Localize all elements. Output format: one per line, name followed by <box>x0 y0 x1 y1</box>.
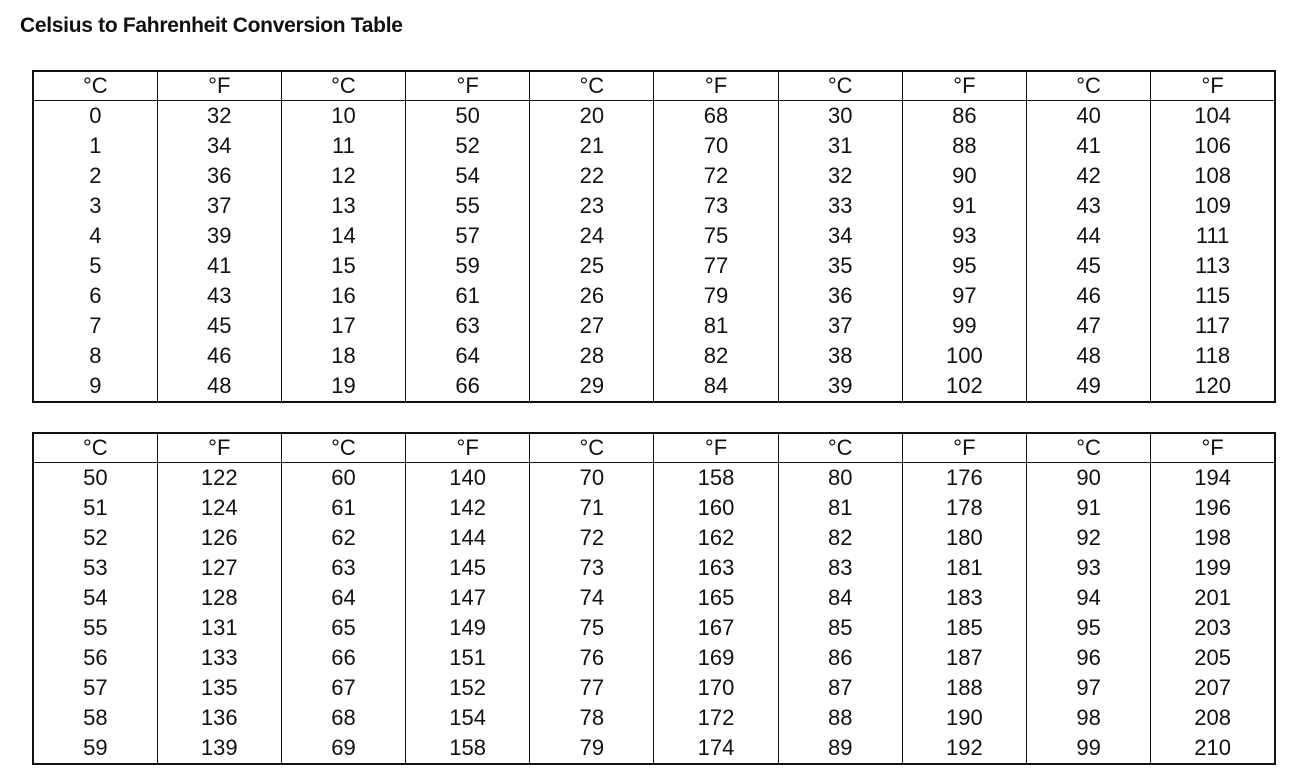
celsius-cell: 38 <box>778 341 902 371</box>
fahrenheit-cell: 97 <box>902 281 1026 311</box>
table-row <box>33 643 1275 673</box>
fahrenheit-cell: 63 <box>406 311 530 341</box>
fahrenheit-cell: 133 <box>157 643 281 673</box>
fahrenheit-cell: 36 <box>157 161 281 191</box>
fahrenheit-cell: 93 <box>902 221 1026 251</box>
fahrenheit-cell: 54 <box>406 161 530 191</box>
celsius-cell: 65 <box>281 613 405 643</box>
fahrenheit-cell: 192 <box>902 733 1026 764</box>
fahrenheit-cell: 104 <box>1151 101 1275 132</box>
fahrenheit-cell: 81 <box>654 311 778 341</box>
fahrenheit-cell: 43 <box>157 281 281 311</box>
header-celsius: °C <box>530 433 654 463</box>
fahrenheit-cell: 84 <box>654 371 778 402</box>
fahrenheit-cell: 190 <box>902 703 1026 733</box>
fahrenheit-cell: 203 <box>1151 613 1275 643</box>
celsius-cell: 76 <box>530 643 654 673</box>
fahrenheit-cell: 210 <box>1151 733 1275 764</box>
celsius-cell: 85 <box>778 613 902 643</box>
celsius-cell: 34 <box>778 221 902 251</box>
table-row <box>33 341 1275 371</box>
fahrenheit-cell: 88 <box>902 131 1026 161</box>
celsius-cell: 45 <box>1027 251 1151 281</box>
fahrenheit-cell: 75 <box>654 221 778 251</box>
celsius-cell: 32 <box>778 161 902 191</box>
table-row <box>33 311 1275 341</box>
fahrenheit-cell: 68 <box>654 101 778 132</box>
celsius-cell: 55 <box>33 613 157 643</box>
fahrenheit-cell: 158 <box>406 733 530 764</box>
celsius-cell: 49 <box>1027 371 1151 402</box>
header-celsius: °C <box>1027 71 1151 101</box>
celsius-cell: 10 <box>281 101 405 132</box>
celsius-cell: 80 <box>778 463 902 494</box>
header-celsius: °C <box>281 71 405 101</box>
fahrenheit-cell: 185 <box>902 613 1026 643</box>
fahrenheit-cell: 139 <box>157 733 281 764</box>
celsius-cell: 97 <box>1027 673 1151 703</box>
table-row <box>33 221 1275 251</box>
celsius-cell: 73 <box>530 553 654 583</box>
fahrenheit-cell: 108 <box>1151 161 1275 191</box>
celsius-cell: 98 <box>1027 703 1151 733</box>
fahrenheit-cell: 145 <box>406 553 530 583</box>
fahrenheit-cell: 135 <box>157 673 281 703</box>
fahrenheit-cell: 128 <box>157 583 281 613</box>
fahrenheit-cell: 95 <box>902 251 1026 281</box>
table-row <box>33 733 1275 764</box>
header-fahrenheit: °F <box>1151 433 1275 463</box>
table-row <box>33 523 1275 553</box>
celsius-cell: 8 <box>33 341 157 371</box>
fahrenheit-cell: 73 <box>654 191 778 221</box>
celsius-cell: 95 <box>1027 613 1151 643</box>
celsius-cell: 89 <box>778 733 902 764</box>
header-fahrenheit: °F <box>654 71 778 101</box>
header-celsius: °C <box>1027 433 1151 463</box>
fahrenheit-cell: 151 <box>406 643 530 673</box>
header-fahrenheit: °F <box>1151 71 1275 101</box>
celsius-cell: 21 <box>530 131 654 161</box>
celsius-cell: 22 <box>530 161 654 191</box>
header-celsius: °C <box>281 433 405 463</box>
celsius-cell: 37 <box>778 311 902 341</box>
celsius-cell: 70 <box>530 463 654 494</box>
table-row <box>33 613 1275 643</box>
table-row <box>33 371 1275 402</box>
header-fahrenheit: °F <box>654 433 778 463</box>
fahrenheit-cell: 176 <box>902 463 1026 494</box>
celsius-cell: 53 <box>33 553 157 583</box>
celsius-cell: 66 <box>281 643 405 673</box>
fahrenheit-cell: 188 <box>902 673 1026 703</box>
fahrenheit-cell: 165 <box>654 583 778 613</box>
fahrenheit-cell: 120 <box>1151 371 1275 402</box>
celsius-cell: 46 <box>1027 281 1151 311</box>
celsius-cell: 88 <box>778 703 902 733</box>
fahrenheit-cell: 90 <box>902 161 1026 191</box>
celsius-cell: 41 <box>1027 131 1151 161</box>
celsius-cell: 56 <box>33 643 157 673</box>
fahrenheit-cell: 55 <box>406 191 530 221</box>
fahrenheit-cell: 183 <box>902 583 1026 613</box>
celsius-cell: 86 <box>778 643 902 673</box>
header-celsius: °C <box>33 433 157 463</box>
fahrenheit-cell: 79 <box>654 281 778 311</box>
fahrenheit-cell: 77 <box>654 251 778 281</box>
fahrenheit-cell: 196 <box>1151 493 1275 523</box>
fahrenheit-cell: 117 <box>1151 311 1275 341</box>
celsius-cell: 28 <box>530 341 654 371</box>
table-row <box>33 161 1275 191</box>
fahrenheit-cell: 127 <box>157 553 281 583</box>
celsius-cell: 1 <box>33 131 157 161</box>
table-row <box>33 281 1275 311</box>
header-fahrenheit: °F <box>406 71 530 101</box>
fahrenheit-cell: 113 <box>1151 251 1275 281</box>
celsius-cell: 0 <box>33 101 157 132</box>
celsius-cell: 24 <box>530 221 654 251</box>
fahrenheit-cell: 66 <box>406 371 530 402</box>
page-title: Celsius to Fahrenheit Conversion Table <box>20 14 403 37</box>
header-fahrenheit: °F <box>902 71 1026 101</box>
fahrenheit-cell: 140 <box>406 463 530 494</box>
celsius-cell: 16 <box>281 281 405 311</box>
fahrenheit-cell: 167 <box>654 613 778 643</box>
header-row <box>33 71 1275 101</box>
celsius-cell: 5 <box>33 251 157 281</box>
celsius-cell: 31 <box>778 131 902 161</box>
celsius-cell: 33 <box>778 191 902 221</box>
celsius-cell: 58 <box>33 703 157 733</box>
fahrenheit-cell: 149 <box>406 613 530 643</box>
header-celsius: °C <box>778 71 902 101</box>
celsius-cell: 48 <box>1027 341 1151 371</box>
table-row <box>33 493 1275 523</box>
celsius-cell: 7 <box>33 311 157 341</box>
fahrenheit-cell: 142 <box>406 493 530 523</box>
celsius-cell: 62 <box>281 523 405 553</box>
celsius-cell: 52 <box>33 523 157 553</box>
celsius-cell: 40 <box>1027 101 1151 132</box>
celsius-cell: 50 <box>33 463 157 494</box>
celsius-cell: 11 <box>281 131 405 161</box>
header-celsius: °C <box>530 71 654 101</box>
celsius-cell: 67 <box>281 673 405 703</box>
celsius-cell: 6 <box>33 281 157 311</box>
fahrenheit-cell: 208 <box>1151 703 1275 733</box>
fahrenheit-cell: 136 <box>157 703 281 733</box>
celsius-cell: 69 <box>281 733 405 764</box>
fahrenheit-cell: 198 <box>1151 523 1275 553</box>
celsius-cell: 94 <box>1027 583 1151 613</box>
header-fahrenheit: °F <box>406 433 530 463</box>
celsius-cell: 71 <box>530 493 654 523</box>
celsius-cell: 75 <box>530 613 654 643</box>
table-row <box>33 583 1275 613</box>
celsius-cell: 91 <box>1027 493 1151 523</box>
header-celsius: °C <box>33 71 157 101</box>
celsius-cell: 29 <box>530 371 654 402</box>
celsius-cell: 96 <box>1027 643 1151 673</box>
celsius-cell: 84 <box>778 583 902 613</box>
celsius-cell: 92 <box>1027 523 1151 553</box>
fahrenheit-cell: 147 <box>406 583 530 613</box>
celsius-cell: 39 <box>778 371 902 402</box>
fahrenheit-cell: 41 <box>157 251 281 281</box>
celsius-cell: 9 <box>33 371 157 402</box>
fahrenheit-cell: 118 <box>1151 341 1275 371</box>
table-row <box>33 673 1275 703</box>
celsius-cell: 3 <box>33 191 157 221</box>
fahrenheit-cell: 52 <box>406 131 530 161</box>
table-row <box>33 131 1275 161</box>
fahrenheit-cell: 178 <box>902 493 1026 523</box>
celsius-cell: 61 <box>281 493 405 523</box>
fahrenheit-cell: 111 <box>1151 221 1275 251</box>
celsius-cell: 93 <box>1027 553 1151 583</box>
fahrenheit-cell: 124 <box>157 493 281 523</box>
fahrenheit-cell: 169 <box>654 643 778 673</box>
fahrenheit-cell: 106 <box>1151 131 1275 161</box>
celsius-cell: 12 <box>281 161 405 191</box>
table-row <box>33 191 1275 221</box>
fahrenheit-cell: 174 <box>654 733 778 764</box>
fahrenheit-cell: 91 <box>902 191 1026 221</box>
conversion-table-0-49 <box>32 70 1276 403</box>
celsius-cell: 23 <box>530 191 654 221</box>
header-row <box>33 433 1275 463</box>
celsius-cell: 59 <box>33 733 157 764</box>
celsius-cell: 72 <box>530 523 654 553</box>
fahrenheit-cell: 61 <box>406 281 530 311</box>
table-row <box>33 463 1275 494</box>
fahrenheit-cell: 201 <box>1151 583 1275 613</box>
fahrenheit-cell: 162 <box>654 523 778 553</box>
celsius-cell: 63 <box>281 553 405 583</box>
celsius-cell: 82 <box>778 523 902 553</box>
celsius-cell: 87 <box>778 673 902 703</box>
fahrenheit-cell: 82 <box>654 341 778 371</box>
celsius-cell: 17 <box>281 311 405 341</box>
fahrenheit-cell: 163 <box>654 553 778 583</box>
celsius-cell: 83 <box>778 553 902 583</box>
header-fahrenheit: °F <box>157 71 281 101</box>
fahrenheit-cell: 59 <box>406 251 530 281</box>
fahrenheit-cell: 152 <box>406 673 530 703</box>
fahrenheit-cell: 37 <box>157 191 281 221</box>
celsius-cell: 68 <box>281 703 405 733</box>
fahrenheit-cell: 194 <box>1151 463 1275 494</box>
fahrenheit-cell: 154 <box>406 703 530 733</box>
celsius-cell: 36 <box>778 281 902 311</box>
fahrenheit-cell: 34 <box>157 131 281 161</box>
fahrenheit-cell: 70 <box>654 131 778 161</box>
celsius-cell: 64 <box>281 583 405 613</box>
fahrenheit-cell: 144 <box>406 523 530 553</box>
fahrenheit-cell: 181 <box>902 553 1026 583</box>
celsius-cell: 44 <box>1027 221 1151 251</box>
fahrenheit-cell: 180 <box>902 523 1026 553</box>
celsius-cell: 43 <box>1027 191 1151 221</box>
celsius-cell: 4 <box>33 221 157 251</box>
fahrenheit-cell: 57 <box>406 221 530 251</box>
celsius-cell: 99 <box>1027 733 1151 764</box>
celsius-cell: 14 <box>281 221 405 251</box>
table-row <box>33 251 1275 281</box>
celsius-cell: 54 <box>33 583 157 613</box>
fahrenheit-cell: 126 <box>157 523 281 553</box>
celsius-cell: 13 <box>281 191 405 221</box>
fahrenheit-cell: 46 <box>157 341 281 371</box>
celsius-cell: 60 <box>281 463 405 494</box>
fahrenheit-cell: 131 <box>157 613 281 643</box>
fahrenheit-cell: 170 <box>654 673 778 703</box>
fahrenheit-cell: 86 <box>902 101 1026 132</box>
fahrenheit-cell: 172 <box>654 703 778 733</box>
conversion-table-50-99 <box>32 432 1276 765</box>
fahrenheit-cell: 199 <box>1151 553 1275 583</box>
celsius-cell: 79 <box>530 733 654 764</box>
fahrenheit-cell: 100 <box>902 341 1026 371</box>
fahrenheit-cell: 64 <box>406 341 530 371</box>
celsius-cell: 47 <box>1027 311 1151 341</box>
fahrenheit-cell: 48 <box>157 371 281 402</box>
header-celsius: °C <box>778 433 902 463</box>
fahrenheit-cell: 32 <box>157 101 281 132</box>
celsius-cell: 81 <box>778 493 902 523</box>
celsius-cell: 26 <box>530 281 654 311</box>
celsius-cell: 51 <box>33 493 157 523</box>
celsius-cell: 15 <box>281 251 405 281</box>
celsius-cell: 20 <box>530 101 654 132</box>
fahrenheit-cell: 160 <box>654 493 778 523</box>
fahrenheit-cell: 205 <box>1151 643 1275 673</box>
table-row <box>33 101 1275 132</box>
fahrenheit-cell: 50 <box>406 101 530 132</box>
header-fahrenheit: °F <box>902 433 1026 463</box>
celsius-cell: 35 <box>778 251 902 281</box>
celsius-cell: 74 <box>530 583 654 613</box>
fahrenheit-cell: 39 <box>157 221 281 251</box>
fahrenheit-cell: 109 <box>1151 191 1275 221</box>
celsius-cell: 18 <box>281 341 405 371</box>
celsius-cell: 19 <box>281 371 405 402</box>
celsius-cell: 30 <box>778 101 902 132</box>
fahrenheit-cell: 99 <box>902 311 1026 341</box>
celsius-cell: 25 <box>530 251 654 281</box>
celsius-cell: 27 <box>530 311 654 341</box>
header-fahrenheit: °F <box>157 433 281 463</box>
fahrenheit-cell: 187 <box>902 643 1026 673</box>
fahrenheit-cell: 72 <box>654 161 778 191</box>
fahrenheit-cell: 45 <box>157 311 281 341</box>
celsius-cell: 42 <box>1027 161 1151 191</box>
fahrenheit-cell: 207 <box>1151 673 1275 703</box>
table-row <box>33 553 1275 583</box>
celsius-cell: 2 <box>33 161 157 191</box>
celsius-cell: 78 <box>530 703 654 733</box>
celsius-cell: 57 <box>33 673 157 703</box>
table-row <box>33 703 1275 733</box>
fahrenheit-cell: 122 <box>157 463 281 494</box>
fahrenheit-cell: 158 <box>654 463 778 494</box>
fahrenheit-cell: 115 <box>1151 281 1275 311</box>
celsius-cell: 90 <box>1027 463 1151 494</box>
celsius-cell: 77 <box>530 673 654 703</box>
fahrenheit-cell: 102 <box>902 371 1026 402</box>
